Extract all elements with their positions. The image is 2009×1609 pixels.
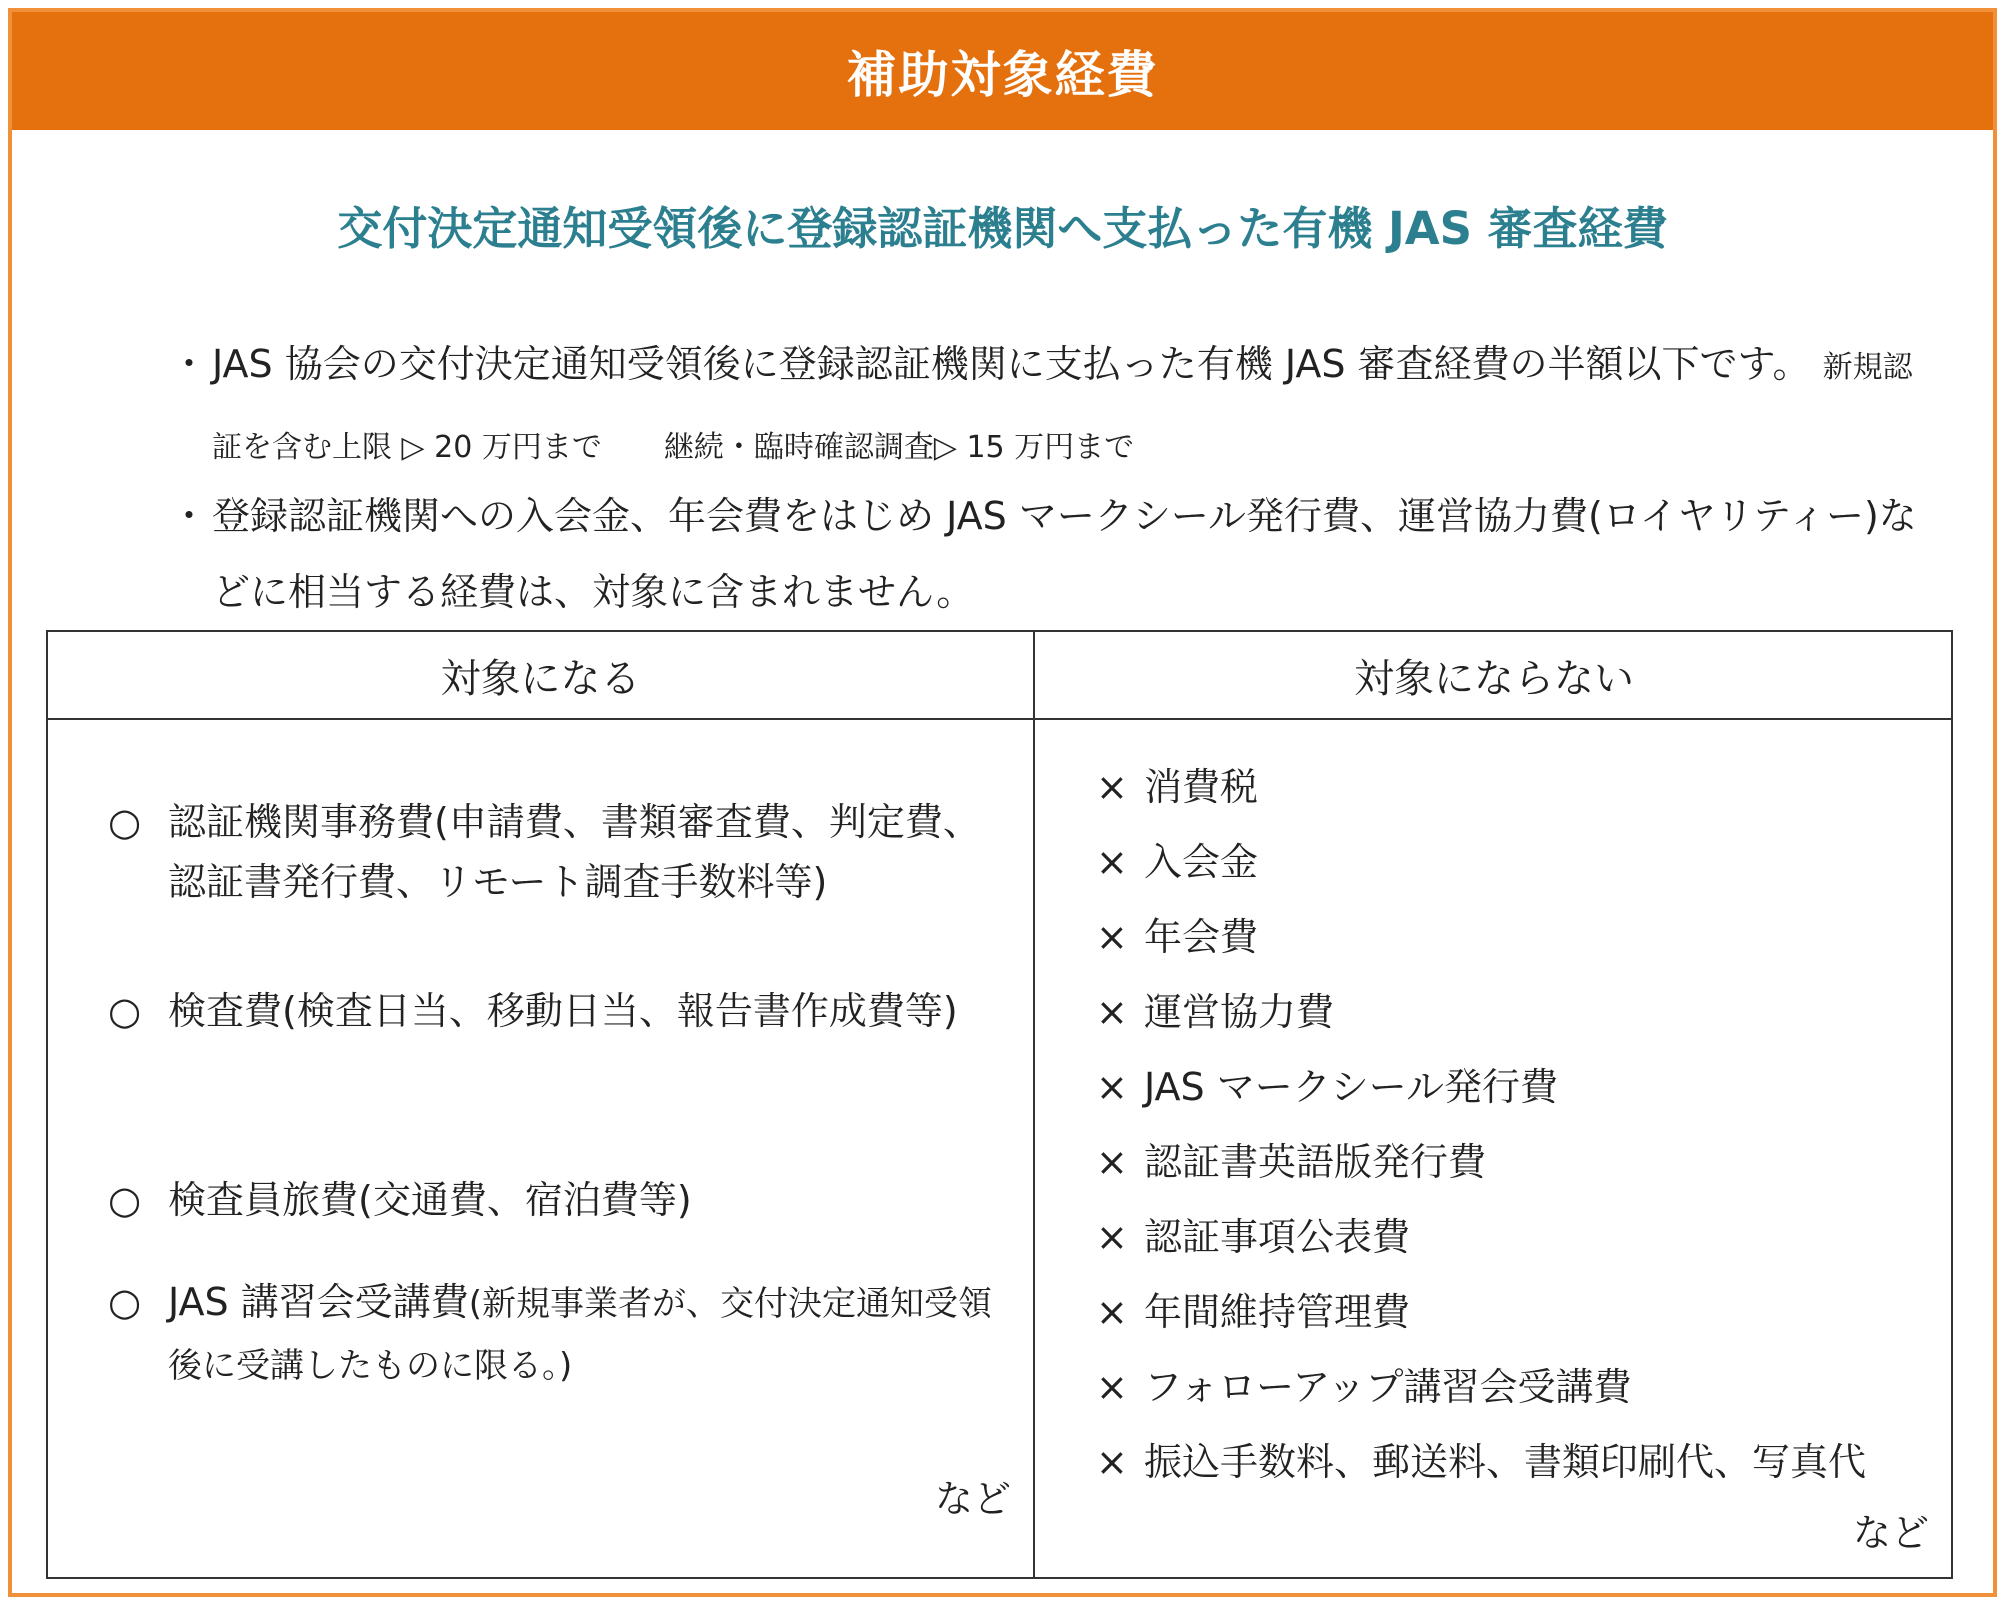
eligible-item-text: 検査費(検査日当、移動日当、報告書作成費等)	[168, 989, 958, 1033]
ineligible-item-text: 認証事項公表費	[1144, 1215, 1411, 1259]
cross-icon: ×	[1096, 840, 1128, 884]
eligible-item	[108, 792, 1018, 912]
ineligible-item	[1096, 1200, 1410, 1275]
bullet-item	[170, 326, 1930, 486]
limit-renew: 継続・臨時確認調査▷ 15 万円まで	[663, 430, 1135, 465]
eligible-item	[108, 1170, 1018, 1230]
limit-new: 新規認証を含む上限 ▷ 20 万円まで	[212, 350, 1913, 465]
eligible-item-text: JAS 講習会受講費	[168, 1280, 469, 1324]
eligible-item-text: 認証機関事務費(申請費、書類審査費、判定費、認証書発行費、リモート調査手数料等)	[168, 800, 981, 904]
panel-header	[12, 12, 1993, 130]
panel-title: 補助対象経費	[846, 46, 1159, 104]
bullet-item	[170, 478, 1930, 630]
ineligible-item	[1096, 1050, 1558, 1125]
ineligible-item	[1096, 900, 1258, 975]
ineligible-item	[1096, 1425, 1866, 1500]
circle-icon: ○	[108, 800, 142, 844]
eligible-etc: など	[934, 1477, 1011, 1521]
ineligible-item	[1096, 975, 1334, 1050]
ineligible-item-text: フォローアップ講習会受講費	[1144, 1365, 1632, 1409]
ineligible-item-text: 運営協力費	[1144, 990, 1335, 1034]
circle-icon: ○	[108, 989, 142, 1033]
eligible-item-text: 検査員旅費(交通費、宿泊費等)	[168, 1178, 692, 1222]
ineligible-item	[1096, 1125, 1486, 1200]
cross-icon: ×	[1096, 1365, 1128, 1409]
ineligible-etc: など	[1852, 1511, 1929, 1555]
eligible-item-note: (新規事業者が、交付決定通知受領後に受講したものに限る。)	[168, 1284, 993, 1386]
ineligible-item-text: 年間維持管理費	[1144, 1290, 1411, 1334]
circle-icon: ○	[108, 1178, 142, 1222]
cross-icon: ×	[1096, 1140, 1128, 1184]
ineligible-item-text: 入会金	[1144, 840, 1259, 884]
ineligible-item-text: 振込手数料、郵送料、書類印刷代、写真代	[1144, 1440, 1867, 1484]
bullet-text: 登録認証機関への入会金、年会費をはじめ JAS マークシール発行費、運営協力費(ロイヤリティー)などに相当する経費は、対象に含まれません。	[212, 494, 1917, 614]
ineligible-item-text: 年会費	[1144, 915, 1259, 959]
ineligible-item	[1096, 825, 1258, 900]
cross-icon: ×	[1096, 1065, 1128, 1109]
bullet-text: JAS 協会の交付決定通知受領後に登録認証機関に支払った有機 JAS 審査経費の半額以下です。	[212, 342, 1811, 386]
cross-icon: ×	[1096, 915, 1128, 959]
ineligible-item-text: 認証書英語版発行費	[1144, 1140, 1487, 1184]
eligibility-table	[46, 630, 1953, 1579]
eligible-item	[108, 1272, 1018, 1396]
cross-icon: ×	[1096, 1290, 1128, 1334]
ineligible-item	[1096, 750, 1258, 825]
bullet-marker: ・	[170, 342, 209, 386]
panel-subtitle: 交付決定通知受領後に登録認証機関へ支払った有機 JAS 審査経費	[337, 202, 1668, 255]
bullet-marker: ・	[170, 494, 209, 538]
cross-icon: ×	[1096, 1440, 1128, 1484]
ineligible-item	[1096, 1275, 1410, 1350]
column-header-ineligible: 対象にならない	[1354, 655, 1634, 702]
cross-icon: ×	[1096, 1215, 1128, 1259]
column-divider	[1033, 632, 1035, 1577]
header-divider	[48, 718, 1951, 720]
column-header-eligible: 対象になる	[440, 655, 641, 702]
ineligible-item	[1096, 1350, 1632, 1425]
eligible-item	[108, 972, 1018, 1050]
circle-icon: ○	[108, 1280, 142, 1324]
ineligible-item-text: JAS マークシール発行費	[1144, 1065, 1558, 1109]
cross-icon: ×	[1096, 765, 1128, 809]
info-panel	[8, 8, 1997, 1597]
ineligible-item-text: 消費税	[1144, 765, 1259, 809]
cross-icon: ×	[1096, 990, 1128, 1034]
